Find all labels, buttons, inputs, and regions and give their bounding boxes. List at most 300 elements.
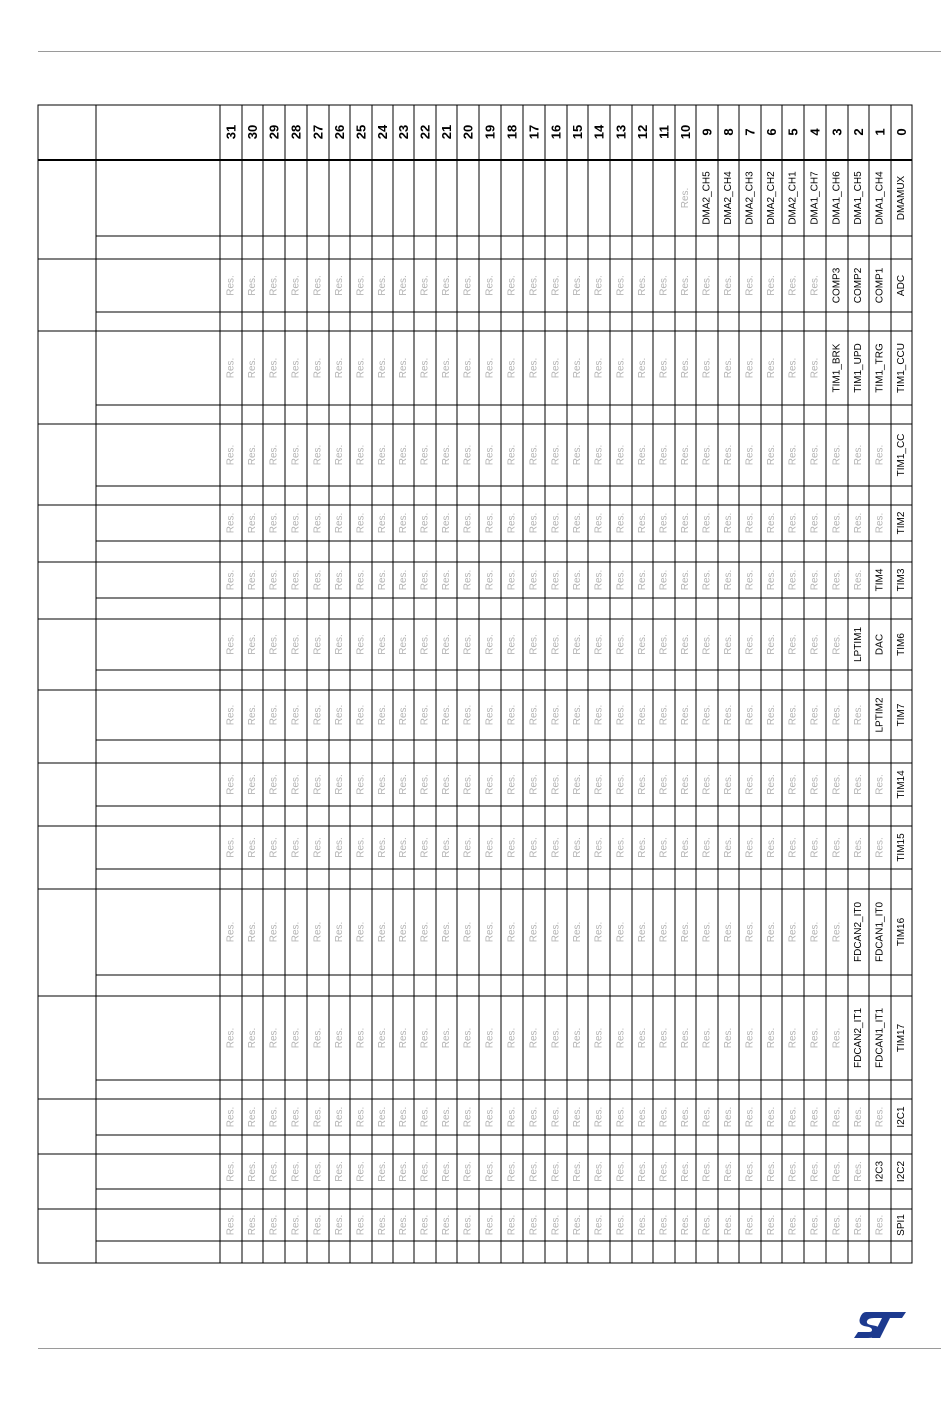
reserved-cell-label: Res. bbox=[355, 275, 367, 296]
reserved-cell-label: Res. bbox=[334, 837, 345, 858]
reserved-cell-label: Res. bbox=[312, 1214, 324, 1236]
reserved-cell-label: Res. bbox=[658, 774, 670, 795]
reserved-cell-label: Res. bbox=[615, 512, 627, 534]
reserved-cell-label: Res. bbox=[572, 357, 583, 379]
field-adc: ADC bbox=[896, 274, 907, 297]
reserved-cell-label: Res. bbox=[312, 634, 324, 655]
reserved-cell-label: Res. bbox=[744, 1161, 756, 1182]
reserved-cell-label: Res. bbox=[506, 512, 518, 534]
reserved-cell-label: Res. bbox=[441, 444, 452, 466]
field-comp3: COMP3 bbox=[831, 267, 843, 304]
reserved-cell-label: Res. bbox=[637, 704, 648, 726]
reserved-cell-label: Res. bbox=[268, 704, 280, 726]
reserved-cell-label: Res. bbox=[809, 634, 821, 655]
reserved-cell-label: Res. bbox=[247, 569, 258, 591]
reserved-cell-label: Res. bbox=[528, 569, 540, 591]
reserved-cell-label: Res. bbox=[550, 1027, 562, 1049]
reserved-cell-label: Res. bbox=[744, 1027, 756, 1049]
reserved-cell-label: Res. bbox=[809, 569, 821, 591]
reserved-cell-label: Res. bbox=[441, 634, 452, 655]
reserved-cell-label: Res. bbox=[334, 1161, 345, 1182]
reserved-cell-label: Res. bbox=[334, 704, 345, 726]
reserved-cell-label: Res. bbox=[853, 569, 864, 591]
reserved-cell-label: Res. bbox=[225, 1214, 237, 1236]
reserved-cell-label: Res. bbox=[441, 1214, 452, 1236]
reserved-cell-label: Res. bbox=[658, 921, 670, 943]
reserved-cell-label: Res. bbox=[809, 357, 821, 379]
reserved-cell-label: Res. bbox=[680, 921, 691, 943]
field-tim2: TIM2 bbox=[896, 511, 907, 535]
reserved-cell-label: Res. bbox=[334, 357, 345, 379]
reserved-cell-label: Res. bbox=[398, 569, 409, 591]
reserved-cell-label: Res. bbox=[680, 1214, 691, 1236]
field-tim1-trg: TIM1_TRG bbox=[874, 343, 886, 393]
field-fdcan2-it1: FDCAN2_IT1 bbox=[853, 1007, 864, 1069]
reserved-cell-label: Res. bbox=[723, 444, 734, 466]
reserved-cell-label: Res. bbox=[615, 275, 627, 296]
reserved-cell-label: Res. bbox=[615, 1027, 627, 1049]
reserved-cell-label: Res. bbox=[874, 1106, 886, 1128]
field-dma2-ch4: DMA2_CH4 bbox=[723, 171, 734, 225]
reserved-cell-label: Res. bbox=[787, 357, 799, 379]
reserved-cell-label: Res. bbox=[680, 569, 691, 591]
reserved-cell-label: Res. bbox=[247, 704, 258, 726]
reserved-cell-label: Res. bbox=[593, 921, 605, 943]
reserved-cell-label: Res. bbox=[419, 837, 431, 858]
reserved-cell-label: Res. bbox=[744, 1214, 756, 1236]
reserved-cell-label: Res. bbox=[831, 512, 843, 534]
reserved-cell-label: Res. bbox=[355, 444, 367, 466]
reserved-cell-label: Res. bbox=[637, 837, 648, 858]
reserved-cell-label: Res. bbox=[377, 634, 388, 655]
reserved-cell-label: Res. bbox=[398, 512, 409, 534]
reserved-cell-label: Res. bbox=[593, 275, 605, 296]
reserved-cell-label: Res. bbox=[419, 444, 431, 466]
reserved-cell-label: Res. bbox=[787, 512, 799, 534]
reserved-cell-label: Res. bbox=[268, 921, 280, 943]
reserved-cell-label: Res. bbox=[247, 512, 258, 534]
reserved-cell-label: Res. bbox=[506, 569, 518, 591]
reserved-cell-label: Res. bbox=[247, 1214, 258, 1236]
reserved-cell-label: Res. bbox=[658, 357, 670, 379]
reserved-cell-label: Res. bbox=[550, 512, 562, 534]
bit-number-header: 13 bbox=[613, 124, 629, 140]
reserved-cell-label: Res. bbox=[874, 1214, 886, 1236]
bit-number-header: 1 bbox=[872, 128, 888, 136]
reserved-cell-label: Res. bbox=[658, 569, 670, 591]
reserved-cell-label: Res. bbox=[766, 774, 777, 795]
reserved-cell-label: Res. bbox=[268, 275, 280, 296]
field-lptim2: LPTIM2 bbox=[874, 697, 886, 733]
reserved-cell-label: Res. bbox=[550, 1214, 562, 1236]
reserved-cell-label: Res. bbox=[355, 569, 367, 591]
bit-number-header: 12 bbox=[635, 124, 650, 140]
field-dac: DAC bbox=[874, 633, 886, 656]
reserved-cell-label: Res. bbox=[528, 444, 540, 466]
reserved-cell-label: Res. bbox=[593, 569, 605, 591]
reserved-cell-label: Res. bbox=[355, 774, 367, 795]
reserved-cell-label: Res. bbox=[615, 634, 627, 655]
reserved-cell-label: Res. bbox=[268, 634, 280, 655]
reserved-cell-label: Res. bbox=[572, 634, 583, 655]
field-tim14: TIM14 bbox=[896, 770, 907, 799]
bit-number-header: 21 bbox=[439, 124, 454, 140]
reserved-cell-label: Res. bbox=[419, 1027, 431, 1049]
reserved-cell-label: Res. bbox=[290, 837, 302, 858]
reserved-cell-label: Res. bbox=[615, 704, 627, 726]
reserved-cell-label: Res. bbox=[572, 1027, 583, 1049]
reserved-cell-label: Res. bbox=[723, 921, 734, 943]
reserved-cell-label: Res. bbox=[680, 704, 691, 726]
reserved-cell-label: Res. bbox=[377, 837, 388, 858]
reserved-cell-label: Res. bbox=[398, 774, 409, 795]
reserved-cell-label: Res. bbox=[419, 1214, 431, 1236]
reserved-cell-label: Res. bbox=[723, 1161, 734, 1182]
reserved-cell-label: Res. bbox=[658, 512, 670, 534]
bit-number-header: 11 bbox=[656, 125, 672, 139]
reserved-cell-label: Res. bbox=[462, 1214, 474, 1236]
reserved-cell-label: Res. bbox=[484, 275, 496, 296]
reserved-cell-label: Res. bbox=[680, 837, 691, 858]
reserved-cell-label: Res. bbox=[290, 774, 302, 795]
reserved-cell-label: Res. bbox=[441, 275, 452, 296]
reserved-cell-label: Res. bbox=[550, 444, 562, 466]
field-lptim1: LPTIM1 bbox=[853, 626, 864, 663]
reserved-cell-label: Res. bbox=[462, 512, 474, 534]
reserved-cell-label: Res. bbox=[484, 569, 496, 591]
reserved-cell-label: Res. bbox=[593, 512, 605, 534]
reserved-cell-label: Res. bbox=[462, 774, 474, 795]
reserved-cell-label: Res. bbox=[766, 275, 777, 296]
reserved-cell-label: Res. bbox=[312, 275, 324, 296]
field-dma2-ch1: DMA2_CH1 bbox=[787, 171, 799, 225]
reserved-cell-label: Res. bbox=[572, 1106, 583, 1128]
reserved-cell-label: Res. bbox=[787, 921, 799, 943]
reserved-cell-label: Res. bbox=[787, 1106, 799, 1128]
field-fdcan1-it1: FDCAN1_IT1 bbox=[874, 1007, 886, 1069]
reserved-cell-label: Res. bbox=[809, 704, 821, 726]
reserved-cell-label: Res. bbox=[225, 1027, 237, 1049]
reserved-cell-label: Res. bbox=[398, 634, 409, 655]
reserved-cell-label: Res. bbox=[312, 1161, 324, 1182]
reserved-cell-label: Res. bbox=[550, 1106, 562, 1128]
reserved-cell-label: Res. bbox=[247, 1161, 258, 1182]
bit-number-header: 8 bbox=[721, 128, 736, 136]
field-tim6: TIM6 bbox=[896, 633, 907, 656]
reserved-cell-label: Res. bbox=[290, 357, 302, 379]
reserved-cell-label: Res. bbox=[701, 634, 713, 655]
reserved-cell-label: Res. bbox=[787, 1214, 799, 1236]
reserved-cell-label: Res. bbox=[680, 444, 691, 466]
reserved-cell-label: Res. bbox=[484, 921, 496, 943]
reserved-cell-label: Res. bbox=[615, 774, 627, 795]
reserved-cell-label: Res. bbox=[419, 357, 431, 379]
st-logo bbox=[852, 1308, 908, 1342]
reserved-cell-label: Res. bbox=[484, 357, 496, 379]
reserved-cell-label: Res. bbox=[853, 444, 864, 466]
reserved-cell-label: Res. bbox=[701, 921, 713, 943]
reserved-cell-label: Res. bbox=[268, 444, 280, 466]
reserved-cell-label: Res. bbox=[377, 774, 388, 795]
reserved-cell-label: Res. bbox=[680, 357, 691, 379]
reserved-cell-label: Res. bbox=[550, 1161, 562, 1182]
reserved-cell-label: Res. bbox=[506, 444, 518, 466]
reserved-cell-label: Res. bbox=[225, 1161, 237, 1182]
reserved-cell-label: Res. bbox=[247, 444, 258, 466]
reserved-cell-label: Res. bbox=[506, 275, 518, 296]
reserved-cell-label: Res. bbox=[637, 569, 648, 591]
reserved-cell-label: Res. bbox=[377, 357, 388, 379]
reserved-cell-label: Res. bbox=[290, 275, 302, 296]
reserved-cell-label: Res. bbox=[441, 921, 452, 943]
reserved-cell-label: Res. bbox=[484, 444, 496, 466]
reserved-cell-label: Res. bbox=[528, 275, 540, 296]
reserved-cell-label: Res. bbox=[550, 357, 562, 379]
reserved-cell-label: Res. bbox=[637, 921, 648, 943]
reserved-cell-label: Res. bbox=[528, 774, 540, 795]
reserved-cell-label: Res. bbox=[268, 357, 280, 379]
reserved-cell-label: Res. bbox=[593, 1106, 605, 1128]
reserved-cell-label: Res. bbox=[593, 837, 605, 858]
reserved-cell-label: Res. bbox=[593, 774, 605, 795]
reserved-cell-label: Res. bbox=[247, 774, 258, 795]
reserved-cell-label: Res. bbox=[723, 1027, 734, 1049]
reserved-cell-label: Res. bbox=[550, 774, 562, 795]
reserved-cell-label: Res. bbox=[462, 1106, 474, 1128]
bit-number-header: 17 bbox=[526, 124, 542, 140]
field-tim1-brk: TIM1_BRK bbox=[831, 343, 843, 393]
bit-number-header: 25 bbox=[353, 124, 369, 140]
reserved-cell-label: Res. bbox=[723, 1214, 734, 1236]
reserved-cell-label: Res. bbox=[572, 837, 583, 858]
reserved-cell-label: Res. bbox=[419, 704, 431, 726]
reserved-cell-label: Res. bbox=[744, 704, 756, 726]
reserved-cell-label: Res. bbox=[484, 512, 496, 534]
reserved-cell-label: Res. bbox=[355, 1027, 367, 1049]
reserved-cell-label: Res. bbox=[506, 921, 518, 943]
reserved-cell-label: Res. bbox=[874, 837, 886, 858]
bit-number-header: 9 bbox=[699, 128, 715, 136]
reserved-cell-label: Res. bbox=[853, 1161, 864, 1182]
reserved-cell-label: Res. bbox=[831, 1106, 843, 1128]
reserved-cell-label: Res. bbox=[766, 704, 777, 726]
reserved-cell-label: Res. bbox=[809, 444, 821, 466]
reserved-cell-label: Res. bbox=[419, 275, 431, 296]
reserved-cell-label: Res. bbox=[441, 1161, 452, 1182]
reserved-cell-label: Res. bbox=[809, 1214, 821, 1236]
reserved-cell-label: Res. bbox=[419, 634, 431, 655]
field-tim1-cc: TIM1_CC bbox=[896, 433, 907, 477]
bit-number-header: 28 bbox=[288, 124, 304, 140]
field-dma2-ch5: DMA2_CH5 bbox=[701, 171, 713, 225]
field-dma1-ch6: DMA1_CH6 bbox=[831, 171, 843, 225]
reserved-cell-label: Res. bbox=[658, 1214, 670, 1236]
reserved-cell-label: Res. bbox=[484, 1106, 496, 1128]
reserved-cell-label: Res. bbox=[680, 774, 691, 795]
reserved-cell-label: Res. bbox=[853, 1214, 864, 1236]
reserved-cell-label: Res. bbox=[355, 357, 367, 379]
reserved-cell-label: Res. bbox=[572, 569, 583, 591]
reserved-cell-label: Res. bbox=[701, 569, 713, 591]
reserved-cell-label: Res. bbox=[290, 704, 302, 726]
reserved-cell-label: Res. bbox=[701, 837, 713, 858]
reserved-cell-label: Res. bbox=[723, 774, 734, 795]
reserved-cell-label: Res. bbox=[572, 275, 583, 296]
reserved-cell-label: Res. bbox=[462, 634, 474, 655]
reserved-cell-label: Res. bbox=[247, 357, 258, 379]
reserved-cell-label: Res. bbox=[550, 921, 562, 943]
reserved-cell-label: Res. bbox=[831, 921, 843, 943]
reserved-cell-label: Res. bbox=[484, 774, 496, 795]
reserved-cell-label: Res. bbox=[334, 1106, 345, 1128]
reserved-cell-label: Res. bbox=[766, 444, 777, 466]
field-tim3: TIM3 bbox=[896, 568, 907, 592]
reserved-cell-label: Res. bbox=[484, 1161, 496, 1182]
reserved-cell-label: Res. bbox=[334, 634, 345, 655]
reserved-cell-label: Res. bbox=[550, 704, 562, 726]
reserved-cell-label: Res. bbox=[701, 1027, 713, 1049]
reserved-cell-label: Res. bbox=[334, 275, 345, 296]
reserved-cell-label: Res. bbox=[528, 634, 540, 655]
reserved-cell-label: Res. bbox=[809, 1106, 821, 1128]
reserved-cell-label: Res. bbox=[658, 1027, 670, 1049]
reserved-cell-label: Res. bbox=[506, 1161, 518, 1182]
reserved-cell-label: Res. bbox=[528, 704, 540, 726]
field-tim7: TIM7 bbox=[896, 703, 907, 727]
reserved-cell-label: Res. bbox=[809, 837, 821, 858]
field-tim16: TIM16 bbox=[896, 917, 907, 947]
reserved-cell-label: Res. bbox=[377, 704, 388, 726]
reserved-cell-label: Res. bbox=[831, 569, 843, 591]
reserved-cell-label: Res. bbox=[701, 1161, 713, 1182]
reserved-cell-label: Res. bbox=[723, 634, 734, 655]
reserved-cell-label: Res. bbox=[441, 774, 452, 795]
field-dma1-ch4: DMA1_CH4 bbox=[874, 171, 886, 225]
reserved-cell-label: Res. bbox=[658, 837, 670, 858]
bit-number-header: 20 bbox=[460, 124, 476, 140]
field-tim17: TIM17 bbox=[896, 1023, 907, 1053]
field-tim1-upd: TIM1_UPD bbox=[853, 343, 864, 393]
field-tim1-ccu: TIM1_CCU bbox=[896, 342, 907, 394]
bit-number-header: 16 bbox=[548, 124, 564, 140]
reserved-cell-label: Res. bbox=[334, 921, 345, 943]
reserved-cell-label: Res. bbox=[334, 569, 345, 591]
reserved-cell-label: Res. bbox=[312, 1106, 324, 1128]
reserved-cell-label: Res. bbox=[831, 634, 843, 655]
reserved-cell-label: Res. bbox=[290, 512, 302, 534]
reserved-cell-label: Res. bbox=[637, 1027, 648, 1049]
reserved-cell-label: Res. bbox=[787, 634, 799, 655]
bit-number-header: 27 bbox=[310, 124, 326, 140]
reserved-cell-label: Res. bbox=[550, 634, 562, 655]
field-spi1: SPI1 bbox=[896, 1214, 907, 1236]
reserved-cell-label: Res. bbox=[312, 569, 324, 591]
reserved-cell-label: Res. bbox=[809, 275, 821, 296]
reserved-cell-label: Res. bbox=[398, 1027, 409, 1049]
reserved-cell-label: Res. bbox=[637, 512, 648, 534]
bit-number-header: 18 bbox=[504, 124, 520, 140]
reserved-cell-label: Res. bbox=[787, 569, 799, 591]
reserved-cell-label: Res. bbox=[462, 569, 474, 591]
bit-number-header: 15 bbox=[570, 124, 585, 140]
reserved-cell-label: Res. bbox=[290, 921, 302, 943]
reserved-cell-label: Res. bbox=[290, 634, 302, 655]
reserved-cell-label: Res. bbox=[572, 1214, 583, 1236]
reserved-cell-label: Res. bbox=[462, 1161, 474, 1182]
reserved-cell-label: Res. bbox=[377, 569, 388, 591]
reserved-cell-label: Res. bbox=[809, 1027, 821, 1049]
reserved-cell-label: Res. bbox=[268, 837, 280, 858]
bit-number-header: 10 bbox=[678, 124, 693, 140]
reserved-cell-label: Res. bbox=[658, 275, 670, 296]
bit-number-header: 6 bbox=[764, 128, 779, 136]
reserved-cell-label: Res. bbox=[787, 1027, 799, 1049]
reserved-cell-label: Res. bbox=[723, 1106, 734, 1128]
reserved-cell-label: Res. bbox=[225, 569, 237, 591]
reserved-cell-label: Res. bbox=[268, 1214, 280, 1236]
reserved-cell-label: Res. bbox=[441, 512, 452, 534]
reserved-cell-label: Res. bbox=[787, 774, 799, 795]
reserved-cell-label: Res. bbox=[615, 1161, 627, 1182]
field-dma1-ch7: DMA1_CH7 bbox=[809, 171, 821, 225]
reserved-cell-label: Res. bbox=[658, 1161, 670, 1182]
bit-number-header: 4 bbox=[807, 128, 823, 136]
reserved-cell-label: Res. bbox=[312, 1027, 324, 1049]
reserved-cell-label: Res. bbox=[225, 774, 237, 795]
reserved-cell-label: Res. bbox=[484, 837, 496, 858]
reserved-cell-label: Res. bbox=[441, 704, 452, 726]
reserved-cell-label: Res. bbox=[637, 357, 648, 379]
reserved-cell-label: Res. bbox=[615, 357, 627, 379]
field-i2c2: I2C2 bbox=[896, 1160, 907, 1183]
reserved-cell-label: Res. bbox=[787, 704, 799, 726]
reserved-cell-label: Res. bbox=[723, 837, 734, 858]
reserved-cell-label: Res. bbox=[290, 569, 302, 591]
reserved-cell-label: Res. bbox=[334, 774, 345, 795]
reserved-cell-label: Res. bbox=[766, 1027, 777, 1049]
reserved-cell-label: Res. bbox=[680, 1106, 691, 1128]
reserved-cell-label: Res. bbox=[247, 837, 258, 858]
reserved-cell-label: Res. bbox=[766, 1161, 777, 1182]
reserved-cell-label: Res. bbox=[744, 275, 756, 296]
reserved-cell-label: Res. bbox=[506, 837, 518, 858]
reserved-cell-label: Res. bbox=[398, 1106, 409, 1128]
reserved-cell-label: Res. bbox=[377, 1161, 388, 1182]
reserved-cell-label: Res. bbox=[225, 512, 237, 534]
reserved-cell-label: Res. bbox=[355, 634, 367, 655]
reserved-cell-label: Res. bbox=[766, 921, 777, 943]
reserved-cell-label: Res. bbox=[723, 704, 734, 726]
reserved-cell-label: Res. bbox=[658, 704, 670, 726]
reserved-cell-label: Res. bbox=[831, 1027, 843, 1049]
reserved-cell-label: Res. bbox=[766, 512, 777, 534]
reserved-cell-label: Res. bbox=[462, 921, 474, 943]
reserved-cell-label: Res. bbox=[506, 704, 518, 726]
bit-number-header: 29 bbox=[266, 124, 282, 140]
reserved-cell-label: Res. bbox=[419, 569, 431, 591]
reserved-cell-label: Res. bbox=[355, 837, 367, 858]
reserved-cell-label: Res. bbox=[268, 1161, 280, 1182]
reserved-cell-label: Res. bbox=[377, 444, 388, 466]
reserved-cell-label: Res. bbox=[484, 1027, 496, 1049]
reserved-cell-label: Res. bbox=[723, 512, 734, 534]
reserved-cell-label: Res. bbox=[701, 774, 713, 795]
reserved-cell-label: Res. bbox=[290, 444, 302, 466]
reserved-cell-label: Res. bbox=[355, 1106, 367, 1128]
reserved-cell-label: Res. bbox=[268, 1027, 280, 1049]
reserved-cell-label: Res. bbox=[225, 1106, 237, 1128]
reserved-cell-label: Res. bbox=[398, 837, 409, 858]
